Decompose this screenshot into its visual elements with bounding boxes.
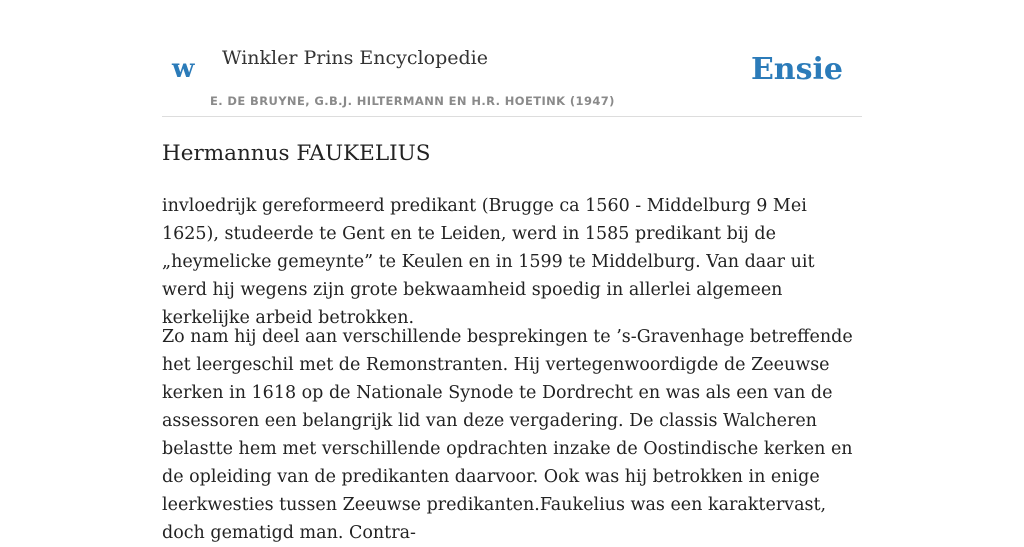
- authors-line: E. DE BRUYNE, G.B.J. HILTERMANN EN H.R. HOETINK (1947): [210, 94, 615, 108]
- site-title-link[interactable]: Winkler Prins Encyclopedie: [222, 47, 488, 69]
- article-paragraph: Zo nam hij deel aan verschillende besprekingen te ’s-Gravenhage betreffende het leergeschil met de Remonstranten. Hij vertegenwoordigde de Zeeuwse kerken in 1618 op de Nationale Synode te Dordrecht en was als een van de assessoren een belangrijk lid van deze vergadering. De classis Walcheren belastte hem met verschillende opdrachten inzake de Oostindische kerken en de opleiding van de predikanten daarvoor. Ook was hij betrokken in enige leerkwesties tussen Zeeuwse predikanten.Faukelius was een karaktervast, doch gematigd man. Contra-: [162, 327, 853, 543]
- page: [162, 0, 862, 543]
- article-paragraph: invloedrijk gereformeerd predikant (Brugge ca 1560 - Middelburg 9 Mei 1625), studeerde te Gent en te Leiden, werd in 1585 predikant bij de „heymelicke gemeynte” te Keulen en in 1599 te Middelburg. Van daar uit werd hij wegens zijn grote bekwaamheid spoedig in allerlei algemeen kerkelijke arbeid betrokken.: [162, 196, 815, 328]
- ensie-brand-link[interactable]: Ensie: [750, 52, 843, 87]
- site-header: [162, 0, 862, 117]
- article-title: Hermannus FAUKELIUS: [162, 141, 431, 166]
- winkler-prins-logo-icon[interactable]: w: [172, 54, 195, 84]
